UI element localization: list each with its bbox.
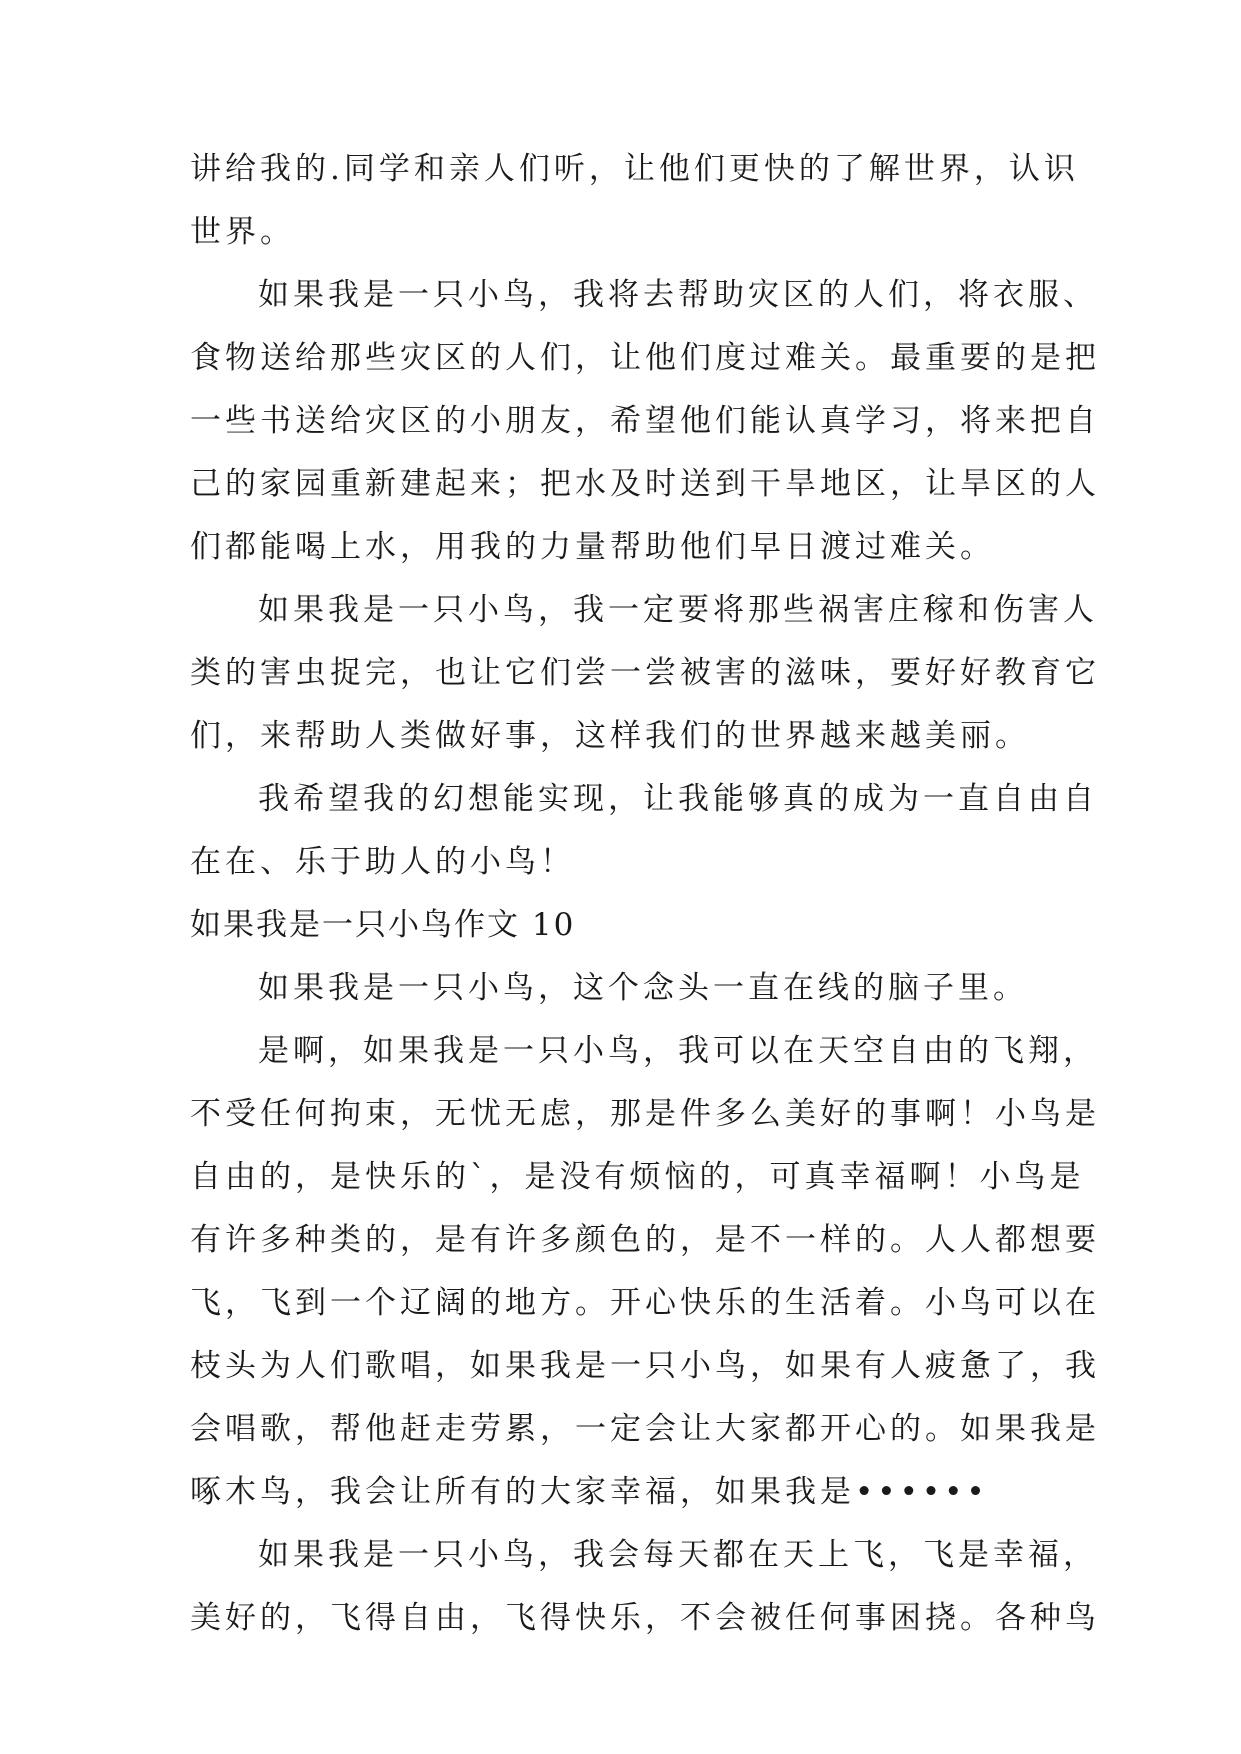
text-line: 己的家园重新建起来；把水及时送到干旱地区，让旱区的人 — [190, 466, 1100, 502]
text-line: 枝头为人们歌唱，如果我是一只小鸟，如果有人疲惫了，我 — [190, 1348, 1100, 1384]
text-line: 们，来帮助人类做好事，这样我们的世界越来越美丽。 — [190, 718, 1030, 754]
text-line: 啄木鸟，我会让所有的大家幸福，如果我是•••••• — [190, 1474, 989, 1510]
text-line: 类的害虫捉完，也让它们尝一尝被害的滋味，要好好教育它 — [190, 655, 1100, 691]
text-line: 自由的，是快乐的`，是没有烦恼的，可真幸福啊！小鸟是 — [190, 1159, 1085, 1195]
text-line: 在在、乐于助人的小鸟！ — [190, 844, 575, 880]
text-line: 一些书送给灾区的小朋友，希望他们能认真学习，将来把自 — [190, 403, 1100, 439]
text-line: 有许多种类的，是有许多颜色的，是不一样的。人人都想要 — [190, 1222, 1100, 1258]
text-line: 飞，飞到一个辽阔的地方。开心快乐的生活着。小鸟可以在 — [190, 1285, 1100, 1321]
section-heading: 如果我是一只小鸟作文 10 — [190, 907, 576, 943]
text-line: 会唱歌，帮他赶走劳累，一定会让大家都开心的。如果我是 — [190, 1411, 1100, 1447]
text-line: 们都能喝上水，用我的力量帮助他们早日渡过难关。 — [190, 529, 995, 565]
paragraph-start-line: 我希望我的幻想能实现，让我能够真的成为一直自由自 — [258, 781, 1098, 817]
paragraph-start-line: 如果我是一只小鸟，这个念头一直在线的脑子里。 — [258, 970, 1028, 1006]
paragraph-start-line: 如果我是一只小鸟，我一定要将那些祸害庄稼和伤害人 — [258, 592, 1098, 628]
text-line: 美好的，飞得自由，飞得快乐，不会被任何事困挠。各种鸟 — [190, 1600, 1100, 1636]
paragraph-start-line: 如果我是一只小鸟，我会每天都在天上飞，飞是幸福， — [258, 1537, 1098, 1573]
paragraph-start-line: 是啊，如果我是一只小鸟，我可以在天空自由的飞翔， — [258, 1033, 1098, 1069]
text-line: 世界。 — [190, 214, 295, 250]
text-line: 讲给我的.同学和亲人们听，让他们更快的了解世界，认识 — [190, 151, 1079, 187]
text-line: 不受任何拘束，无忧无虑，那是件多么美好的事啊！小鸟是 — [190, 1096, 1100, 1132]
text-line: 食物送给那些灾区的人们，让他们度过难关。最重要的是把 — [190, 340, 1100, 376]
paragraph-start-line: 如果我是一只小鸟，我将去帮助灾区的人们，将衣服、 — [258, 277, 1098, 313]
document-body — [190, 151, 1100, 1664]
